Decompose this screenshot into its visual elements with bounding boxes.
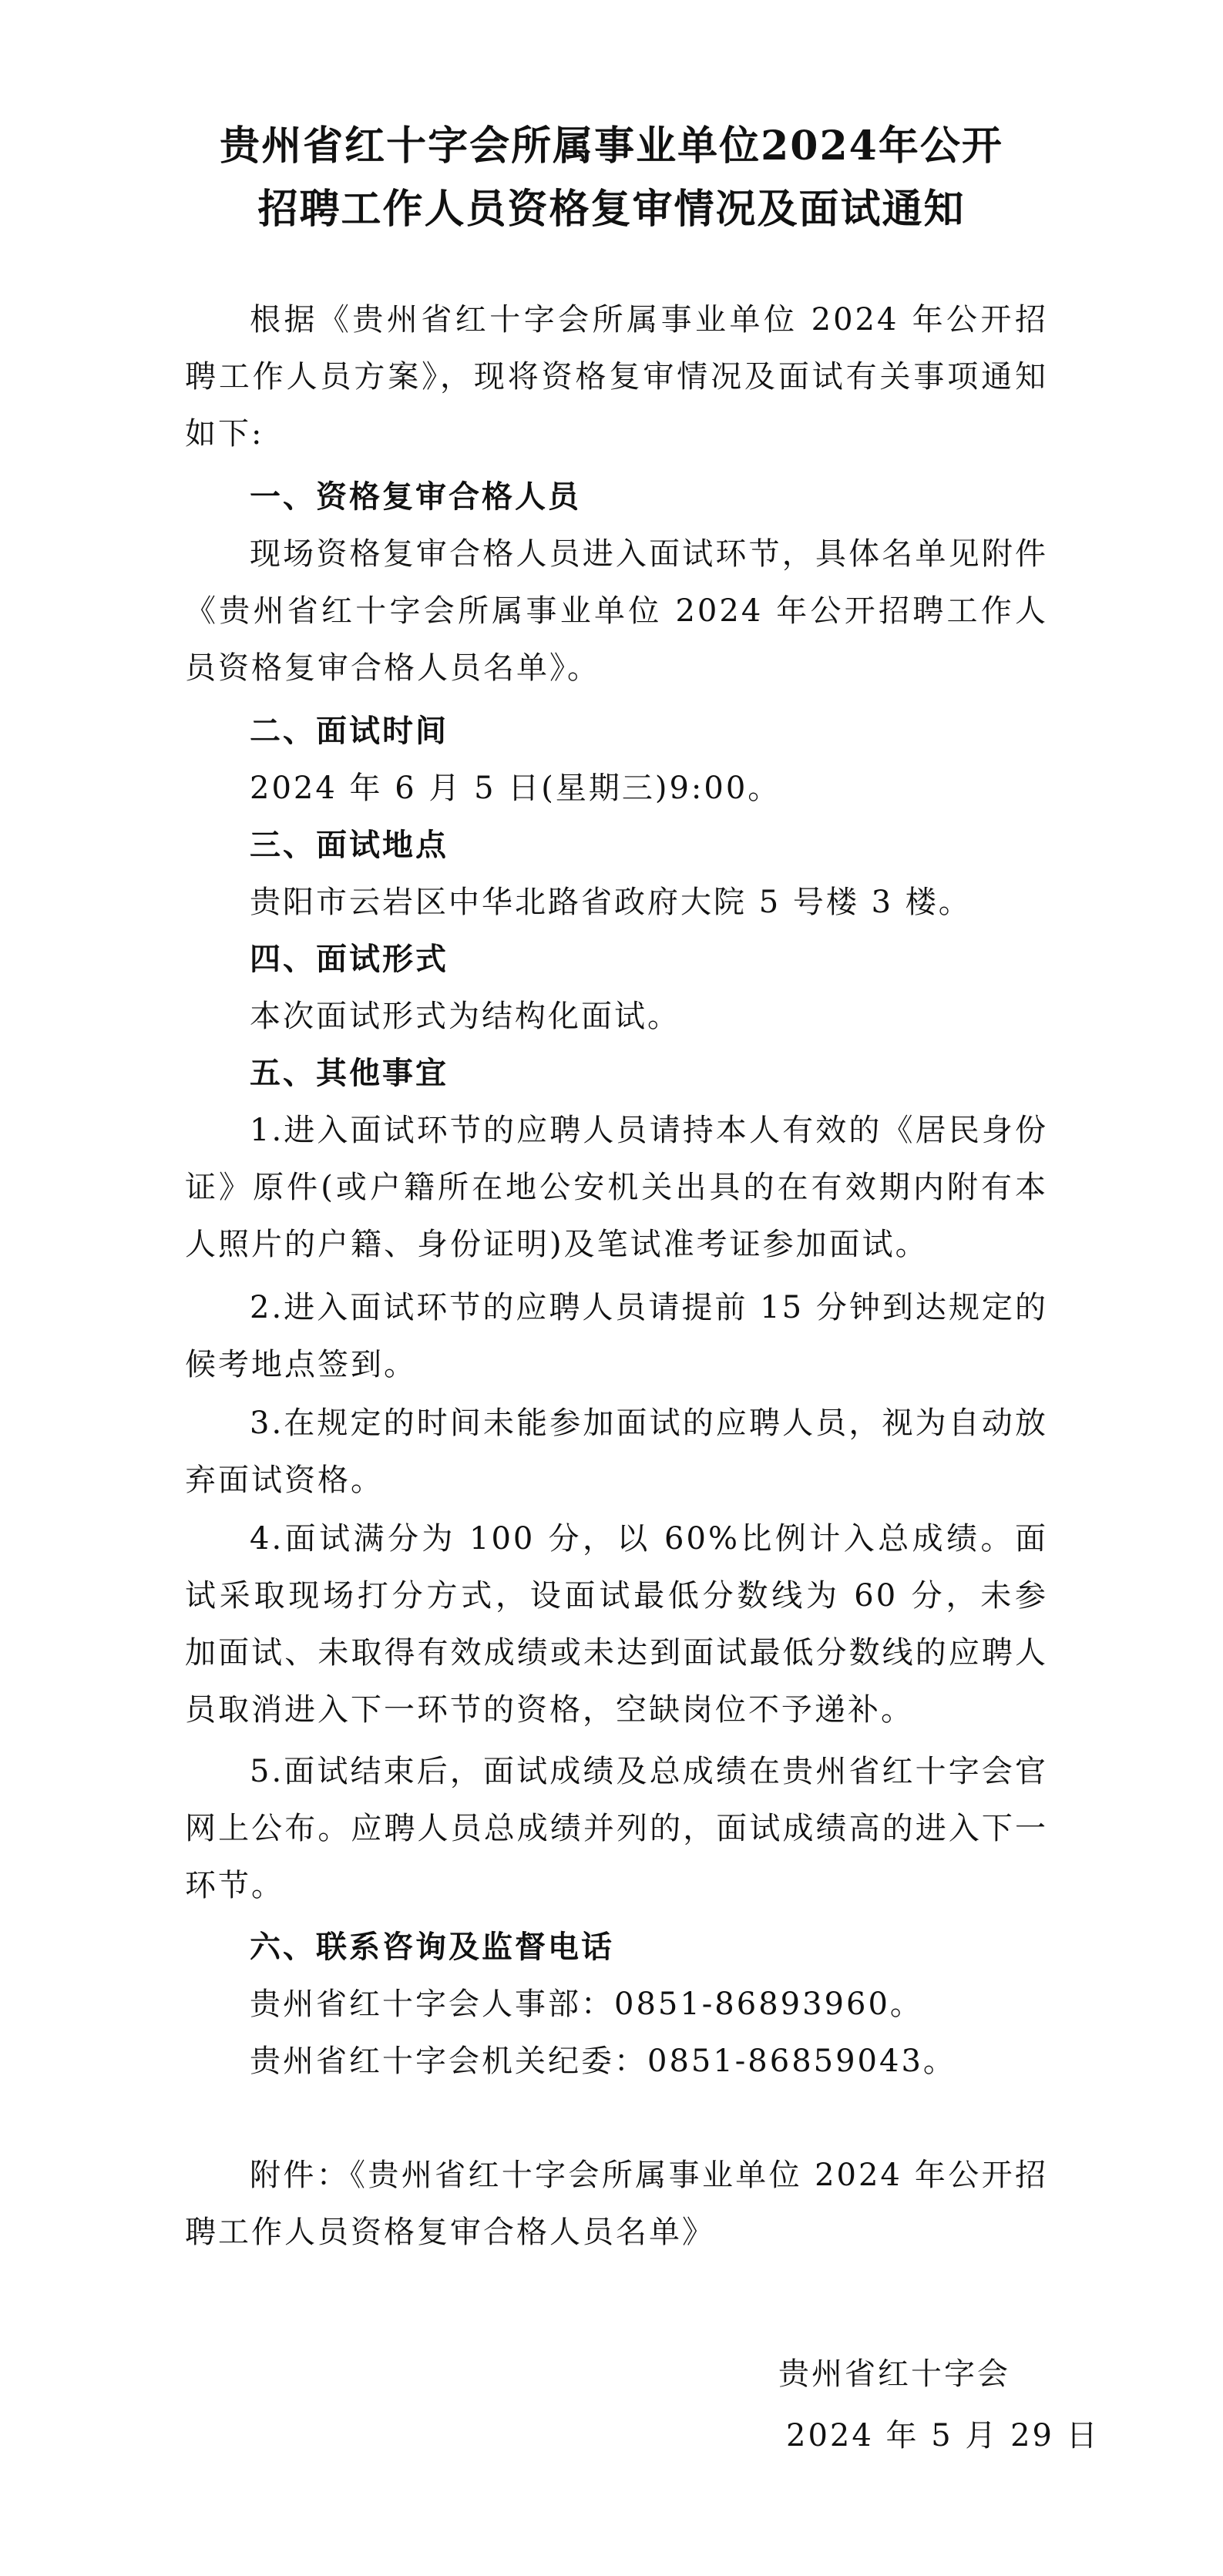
signature-org: 贵州省红十字会 [778, 2356, 1010, 2392]
section-3-paragraph: 贵阳市云岩区中华北路省政府大院 5 号楼 3 楼。 [250, 885, 972, 920]
section-3-heading: 三、面试地点 [250, 827, 449, 863]
section-2-paragraph: 2024 年 6 月 5 日(星期三)9:00。 [250, 771, 781, 806]
document-title-line-1: 贵州省红十字会所属事业单位2024年公开 [220, 123, 1003, 170]
section-5-item-1: 1.进入面试环节的应聘人员请持本人有效的《居民身份证》原件(或户籍所在地公安机关出具的在有效期内附有本人照片的户籍、身份证明)及笔试准考证参加面试。 [185, 1113, 1048, 1262]
section-4-paragraph: 本次面试形式为结构化面试。 [250, 999, 680, 1034]
signature-date: 2024 年 5 月 29 日 [786, 2418, 1100, 2453]
section-6-heading: 六、联系咨询及监督电话 [250, 1929, 614, 1965]
section-1-paragraph: 现场资格复审合格人员进入面试环节，具体名单见附件《贵州省红十字会所属事业单位 2024 年公开招聘工作人员资格复审合格人员名单》。 [185, 536, 1048, 686]
attachment-note: 附件：《贵州省红十字会所属事业单位 2024 年公开招聘工作人员资格复审合格人员名单》 [185, 2158, 1048, 2250]
document-title-line-2: 招聘工作人员资格复审情况及面试通知 [257, 186, 966, 233]
section-5-item-4: 4.面试满分为 100 分，以 60%比例计入总成绩。面试采取现场打分方式，设面试最低分数线为 60 分，未参加面试、未取得有效成绩或未达到面试最低分数线的应聘人员取消进入下一环节的资格，空缺岗位不予递补。 [185, 1521, 1048, 1728]
section-1-heading: 一、资格复审合格人员 [250, 479, 581, 515]
section-5-item-5: 5.面试结束后，面试成绩及总成绩在贵州省红十字会官网上公布。应聘人员总成绩并列的，面试成绩高的进入下一环节。 [185, 1754, 1048, 1903]
intro-paragraph: 根据《贵州省红十字会所属事业单位 2024 年公开招聘工作人员方案》，现将资格复审情况及面试有关事项通知如下: [185, 302, 1048, 452]
section-4-heading: 四、面试形式 [250, 941, 449, 977]
contact-discipline: 贵州省红十字会机关纪委：0851-86859043。 [250, 2044, 956, 2079]
section-5-item-3: 3.在规定的时间未能参加面试的应聘人员，视为自动放弃面试资格。 [185, 1406, 1048, 1498]
section-2-heading: 二、面试时间 [250, 713, 449, 749]
section-5-item-2: 2.进入面试环节的应聘人员请提前 15 分钟到达规定的候考地点签到。 [185, 1290, 1048, 1382]
contact-hr: 贵州省红十字会人事部：0851-86893960。 [250, 1987, 923, 2022]
section-5-heading: 五、其他事宜 [250, 1055, 449, 1091]
